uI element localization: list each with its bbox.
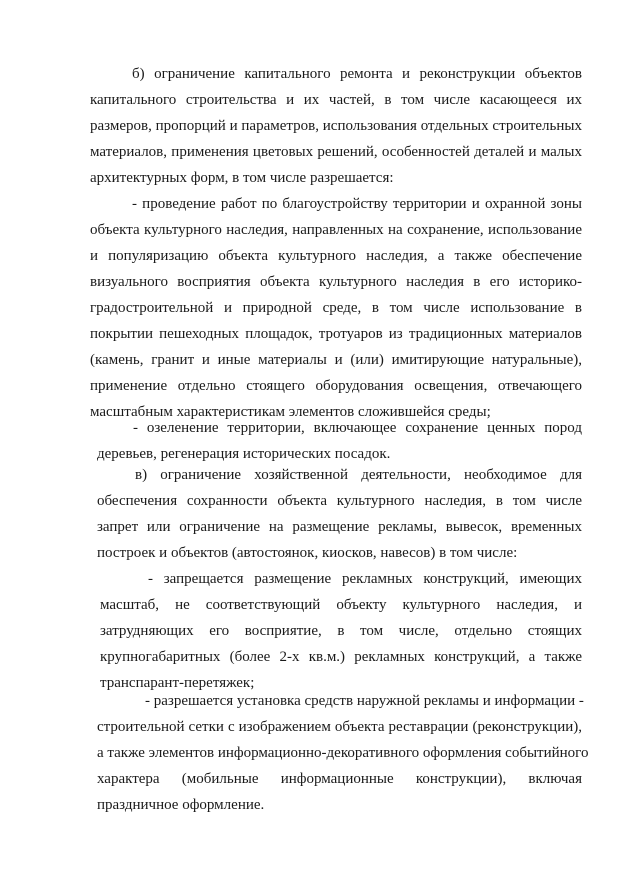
paragraph-line: б) ограничение капитального ремонта и реконструкции объектов <box>132 66 582 82</box>
paragraph-line: визуального восприятия объекта культурного наследия в его историко- <box>90 274 582 290</box>
paragraph-line: масштабным характеристикам элементов сложившейся среды; <box>90 404 491 420</box>
paragraph-line: а также элементов информационно-декоративного оформления событийного <box>97 745 589 761</box>
paragraph-line: градостроительной и природной среде, в том числе использование в <box>90 300 582 316</box>
paragraph-line: обеспечения сохранности объекта культурного наследия, в том числе <box>97 493 582 509</box>
paragraph-line: в) ограничение хозяйственной деятельности, необходимое для <box>135 467 582 483</box>
paragraph-line: - проведение работ по благоустройству территории и охранной зоны <box>132 196 582 212</box>
paragraph-line: запрет или ограничение на размещение рекламы, вывесок, временных <box>97 519 582 535</box>
paragraph-line: - озеленение территории, включающее сохранение ценных пород <box>133 420 582 436</box>
paragraph-line: размеров, пропорций и параметров, использования отдельных строительных <box>90 118 582 134</box>
paragraph-line: строительной сетки с изображением объекта реставрации (реконструкции), <box>97 719 582 735</box>
paragraph-line: затрудняющих его восприятие, в том числе, отдельно стоящих <box>100 623 582 639</box>
paragraph-b-restriction-repair <box>90 61 582 191</box>
paragraph-line: объекта культурного наследия, направленных на сохранение, использование <box>90 222 582 238</box>
paragraph-line: (камень, гранит и иные материалы и (или) имитирующие натуральные), <box>90 352 582 368</box>
paragraph-line: - разрешается установка средств наружной рекламы и информации - <box>145 693 584 709</box>
paragraph-line: материалов, применения цветовых решений, особенностей деталей и малых <box>90 144 582 160</box>
paragraph-line: характера (мобильные информационные конструкции), включая <box>97 771 582 787</box>
paragraph-line: применение отдельно стоящего оборудования освещения, отвечающего <box>90 378 582 394</box>
paragraph-line: построек и объектов (автостоянок, киосков, навесов) в том числе: <box>97 545 518 561</box>
paragraph-line: архитектурных форм, в том числе разрешается: <box>90 170 394 186</box>
paragraph-advertising-prohibited <box>100 566 582 696</box>
paragraph-improvement-works <box>90 191 582 425</box>
paragraph-line: деревьев, регенерация исторических посадок. <box>97 446 391 462</box>
paragraph-v-economic-restriction <box>97 462 582 566</box>
paragraph-line: - запрещается размещение рекламных конструкций, имеющих <box>148 571 582 587</box>
paragraph-line: капитального строительства и их частей, в том числе касающееся их <box>90 92 582 108</box>
paragraph-line: и популяризацию объекта культурного наследия, а также обеспечение <box>90 248 582 264</box>
paragraph-advertising-permitted <box>97 688 589 818</box>
paragraph-line: крупногабаритных (более 2-х кв.м.) рекламных конструкций, а также <box>100 649 582 665</box>
paragraph-line: масштаб, не соответствующий объекту культурного наследия, и <box>100 597 582 613</box>
paragraph-line: покрытии пешеходных площадок, тротуаров из традиционных материалов <box>90 326 582 342</box>
paragraph-line: транспарант-перетяжек; <box>100 675 255 691</box>
paragraph-line: праздничное оформление. <box>97 797 265 813</box>
paragraph-landscaping <box>97 415 582 467</box>
